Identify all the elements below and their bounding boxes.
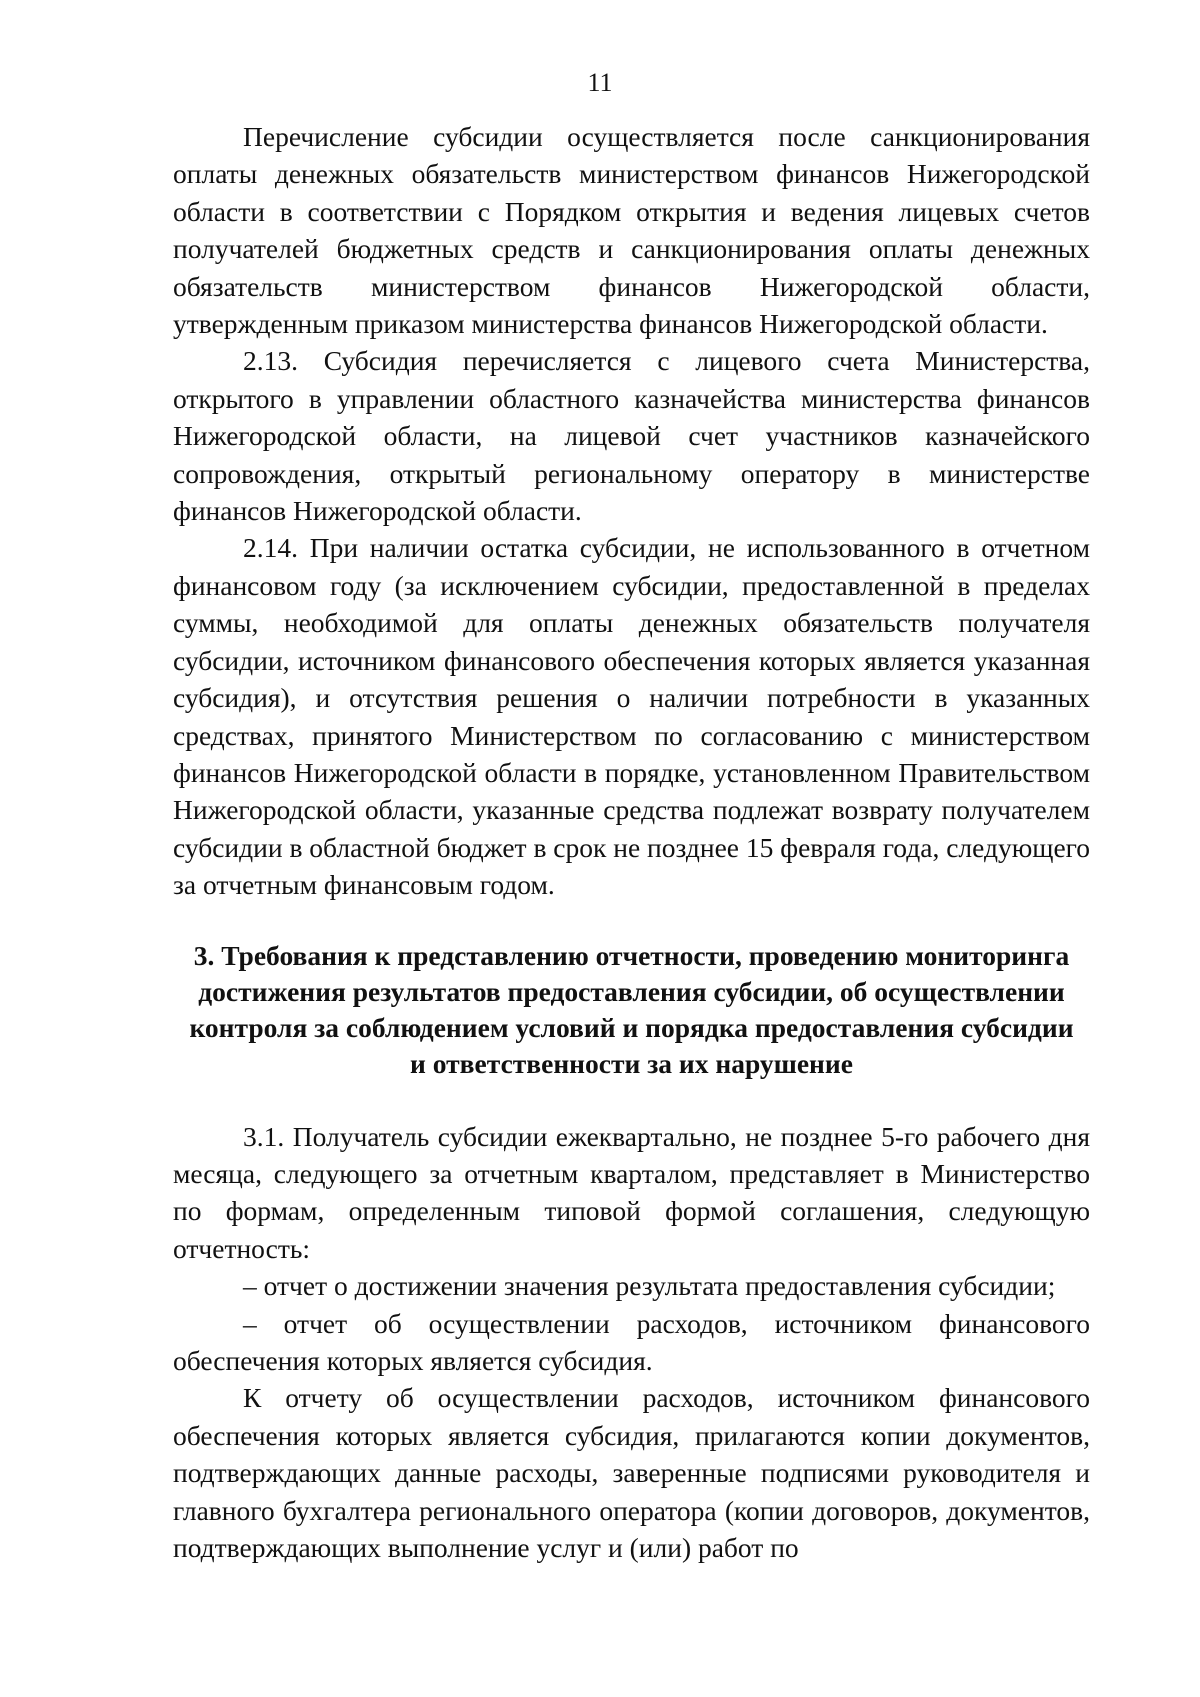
paragraph-3-1: 3.1. Получатель субсидии ежеквартально, не позднее 5-го рабочего дня месяца, следующего за отчетным кварталом, представляет в Министерство по формам, определенным типовой формой соглашения, следующую отчетность: [173, 1120, 1090, 1264]
document-body [173, 118, 1090, 1566]
paragraph-2-14: 2.14. При наличии остатка субсидии, не использованного в отчетном финансовом году (за исключением субсидии, предоставленной в пределах суммы, необходимой для оплаты денежных обязательств получателя субсидии, источником финансового обеспечения которых является указанная субсидия), и отсутствия решения о наличии потребности в указанных средствах, принятого Министерством по согласованию с министерством финансов Нижегородской области в порядке, установленном Правительством Нижегородской области, указанные средства подлежат возврату получателем субсидии в областной бюджет в срок не позднее 15 февраля года, следующего за отчетным финансовым годом. [173, 532, 1090, 901]
paragraph-2-13: 2.13. Субсидия перечисляется с лицевого счета Министерства, открытого в управлении областного казначейства министерства финансов Нижегородской области, на лицевой счет участников казначейского сопровождения, открытый региональному оператору в министерстве финансов Нижегородской области. [173, 345, 1090, 527]
section-heading: 3. Требования к представлению отчетности, проведению мониторинга достижения результатов предоставления субсидии, об осуществлении контроля за соблюдением условий и порядка предоставления субсидии и ответственности за их нарушение [189, 939, 1074, 1079]
list-item-expense-report: – отчет об осуществлении расходов, источником финансового обеспечения которых является субсидия. [173, 1307, 1090, 1376]
paragraph-transfer-procedure: Перечисление субсидии осуществляется после санкционирования оплаты денежных обязательств министерством финансов Нижегородской области в соответствии с Порядком открытия и ведения лицевых счетов получателей бюджетных средств и санкционирования оплаты денежных обязательств министерством финансов Нижегородской области, утвержденным приказом министерства финансов Нижегородской области. [173, 121, 1090, 340]
paragraph-attachments: К отчету об осуществлении расходов, источником финансового обеспечения которых является субсидия, прилагаются копии документов, подтверждающих данные расходы, заверенные подписями руководителя и главного бухгалтера регионального оператора (копии договоров, документов, подтверждающих выполнение услуг и (или) работ по [173, 1382, 1090, 1563]
page-number: 11 [587, 68, 613, 97]
list-item-result-report: – отчет о достижении значения результата предоставления субсидии; [243, 1270, 1056, 1302]
